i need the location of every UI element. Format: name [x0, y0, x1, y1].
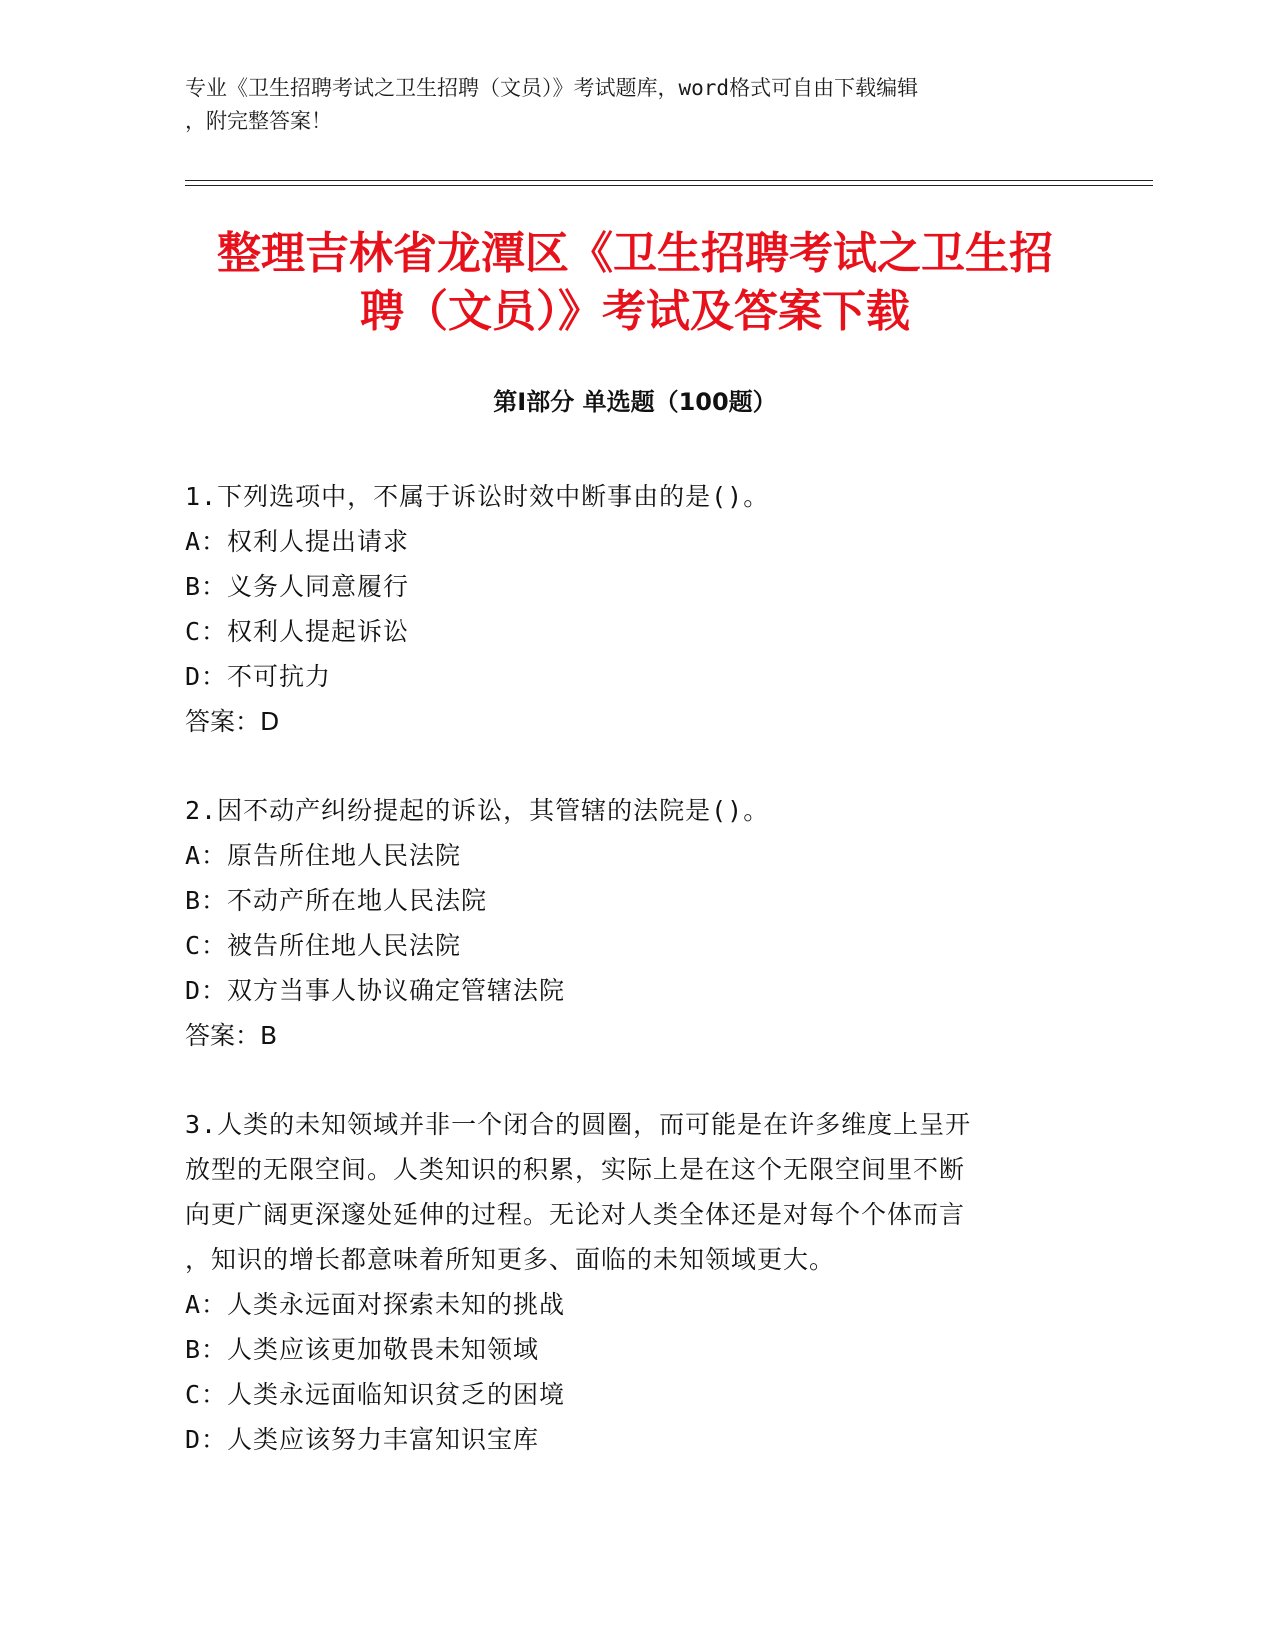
option-c: C：权利人提起诉讼: [185, 617, 410, 646]
header-divider-top: [185, 180, 1153, 181]
option-d: D：人类应该努力丰富知识宝库: [185, 1425, 540, 1454]
option-c: C：人类永远面临知识贫乏的困境: [185, 1380, 566, 1409]
option-c: C：被告所住地人民法院: [185, 931, 462, 960]
header-note-line-1: 专业《卫生招聘考试之卫生招聘（文员）》考试题库，word格式可自由下载编辑: [185, 76, 919, 100]
option-a: A：原告所住地人民法院: [185, 841, 462, 870]
header-divider-bottom: [185, 185, 1153, 186]
answer: 答案：B: [185, 1021, 278, 1050]
option-b: B：义务人同意履行: [185, 572, 410, 601]
option-b: B：人类应该更加敬畏未知领域: [185, 1335, 540, 1364]
question-3: [185, 1102, 1065, 1462]
option-d: D：不可抗力: [185, 662, 332, 691]
document-title: [185, 225, 1085, 341]
section-title: 第Ⅰ部分 单选题（100题）: [493, 388, 777, 416]
question-stem-line-3: 向更广阔更深邃处延伸的过程。无论对人类全体还是对每个个体而言: [185, 1200, 966, 1229]
option-a: A：人类永远面对探索未知的挑战: [185, 1290, 566, 1319]
question-list: [185, 474, 1065, 1506]
option-b: B：不动产所在地人民法院: [185, 886, 488, 915]
header-note: [185, 72, 1085, 138]
option-d: D：双方当事人协议确定管辖法院: [185, 976, 566, 1005]
question-stem: 2.因不动产纠纷提起的诉讼，其管辖的法院是()。: [185, 796, 770, 825]
question-stem: 1.下列选项中，不属于诉讼时效中断事由的是()。: [185, 482, 770, 511]
question-1: [185, 474, 1065, 744]
question-stem-line-1: 3.人类的未知领域并非一个闭合的圆圈，而可能是在许多维度上呈开: [185, 1110, 972, 1139]
header-note-line-2: ，附完整答案！: [185, 109, 332, 133]
option-a: A：权利人提出请求: [185, 527, 410, 556]
document-title-line-1: 整理吉林省龙潭区《卫生招聘考试之卫生招: [217, 228, 1053, 279]
question-2: [185, 788, 1065, 1058]
question-stem-line-2: 放型的无限空间。人类知识的积累，实际上是在这个无限空间里不断: [185, 1155, 966, 1184]
answer: 答案：D: [185, 707, 280, 736]
document-title-line-2: 聘（文员）》考试及答案下载: [360, 286, 910, 337]
question-stem-line-4: ，知识的增长都意味着所知更多、面临的未知领域更大。: [185, 1245, 836, 1274]
